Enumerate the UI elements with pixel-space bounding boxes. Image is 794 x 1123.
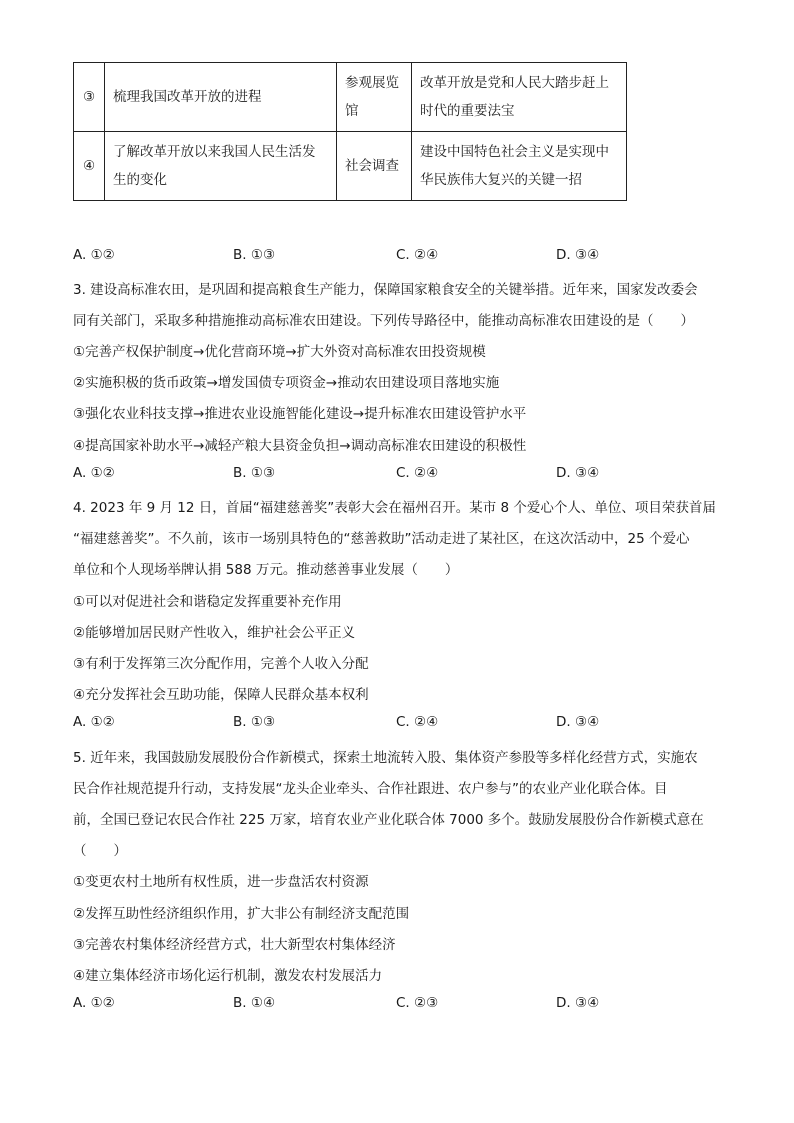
answer-option[interactable]: B. ①③ xyxy=(233,247,276,263)
table-row xyxy=(74,132,627,201)
question-stem: 同有关部门，采取多种措施推动高标准农田建设。下列传导路径中，能推动高标准农田建设的是（ ） xyxy=(73,313,694,329)
answer-option[interactable]: B. ①③ xyxy=(233,714,276,730)
statement-item: ①变更农村土地所有权性质，进一步盘活农村资源 xyxy=(73,874,369,890)
table-cell: 改革开放是党和人民大踏步赶上时代的重要法宝 xyxy=(412,63,627,132)
answer-option[interactable]: D. ③④ xyxy=(556,465,600,481)
question-stem: “福建慈善奖”。不久前，该市一场别具特色的“慈善救助”活动走进了某社区，在这次活动中，25 个爱心 xyxy=(73,531,690,547)
table-cell: 了解改革开放以来我国人民生活发生的变化 xyxy=(105,132,337,201)
question-stem: （ ） xyxy=(73,843,127,859)
question-stem: 5. 近年来，我国鼓励发展股份合作新模式，探索土地流转入股、集体资产参股等多样化经营方式，实施农 xyxy=(73,750,698,766)
answer-option[interactable]: D. ③④ xyxy=(556,714,600,730)
table-cell: 梳理我国改革开放的进程 xyxy=(105,63,337,132)
table-cell: 参观展览馆 xyxy=(337,63,412,132)
statement-item: ④充分发挥社会互助功能，保障人民群众基本权利 xyxy=(73,687,369,703)
answer-option[interactable]: D. ③④ xyxy=(556,995,600,1011)
statement-item: ③强化农业科技支撑→推进农业设施智能化建设→提升标准农田建设管护水平 xyxy=(73,406,527,422)
table-cell: 建设中国特色社会主义是实现中华民族伟大复兴的关键一招 xyxy=(412,132,627,201)
statement-item: ②实施积极的货币政策→增发国债专项资金→推动农田建设项目落地实施 xyxy=(73,375,500,391)
answer-option[interactable]: B. ①③ xyxy=(233,465,276,481)
table-cell: ④ xyxy=(74,132,105,201)
statement-item: ④提高国家补助水平→减轻产粮大县资金负担→调动高标准农田建设的积极性 xyxy=(73,438,527,454)
answer-option[interactable]: D. ③④ xyxy=(556,247,600,263)
answer-option[interactable]: A. ①② xyxy=(73,247,115,263)
answer-option[interactable]: C. ②④ xyxy=(396,465,439,481)
answer-option[interactable]: C. ②④ xyxy=(396,714,439,730)
question-stem: 4. 2023 年 9 月 12 日，首届“福建慈善奖”表彰大会在福州召开。某市 8 个爱心个人、单位、项目荣获首届 xyxy=(73,500,716,516)
statement-item: ①完善产权保护制度→优化营商环境→扩大外资对高标准农田投资规模 xyxy=(73,344,486,360)
statement-item: ③有利于发挥第三次分配作用，完善个人收入分配 xyxy=(73,656,369,672)
table-cell: ③ xyxy=(74,63,105,132)
question-stem: 民合作社规范提升行动，支持发展“龙头企业牵头、合作社跟进、农户参与”的农业产业化联合体。目 xyxy=(73,781,668,797)
table-cell: 社会调查 xyxy=(337,132,412,201)
answer-option[interactable]: C. ②④ xyxy=(396,247,439,263)
statement-item: ①可以对促进社会和谐稳定发挥重要补充作用 xyxy=(73,594,342,610)
answer-option[interactable]: A. ①② xyxy=(73,465,115,481)
answer-option[interactable]: A. ①② xyxy=(73,714,115,730)
activity-table xyxy=(73,62,627,201)
statement-item: ②能够增加居民财产性收入，维护社会公平正义 xyxy=(73,625,356,641)
statement-item: ②发挥互助性经济组织作用，扩大非公有制经济支配范围 xyxy=(73,906,410,922)
statement-item: ③完善农村集体经济经营方式，壮大新型农村集体经济 xyxy=(73,937,396,953)
question-stem: 单位和个人现场举牌认捐 588 万元。推动慈善事业发展（ ） xyxy=(73,562,459,578)
table-row xyxy=(74,63,627,132)
question-stem: 3. 建设高标准农田，是巩固和提高粮食生产能力，保障国家粮食安全的关键举措。近年来，国家发改委会 xyxy=(73,282,698,298)
answer-option[interactable]: C. ②③ xyxy=(396,995,439,1011)
answer-option[interactable]: A. ①② xyxy=(73,995,115,1011)
answer-option[interactable]: B. ①④ xyxy=(233,995,276,1011)
question-stem: 前，全国已登记农民合作社 225 万家，培育农业产业化联合体 7000 多个。鼓励发展股份合作新模式意在 xyxy=(73,812,704,828)
statement-item: ④建立集体经济市场化运行机制，激发农村发展活力 xyxy=(73,968,383,984)
